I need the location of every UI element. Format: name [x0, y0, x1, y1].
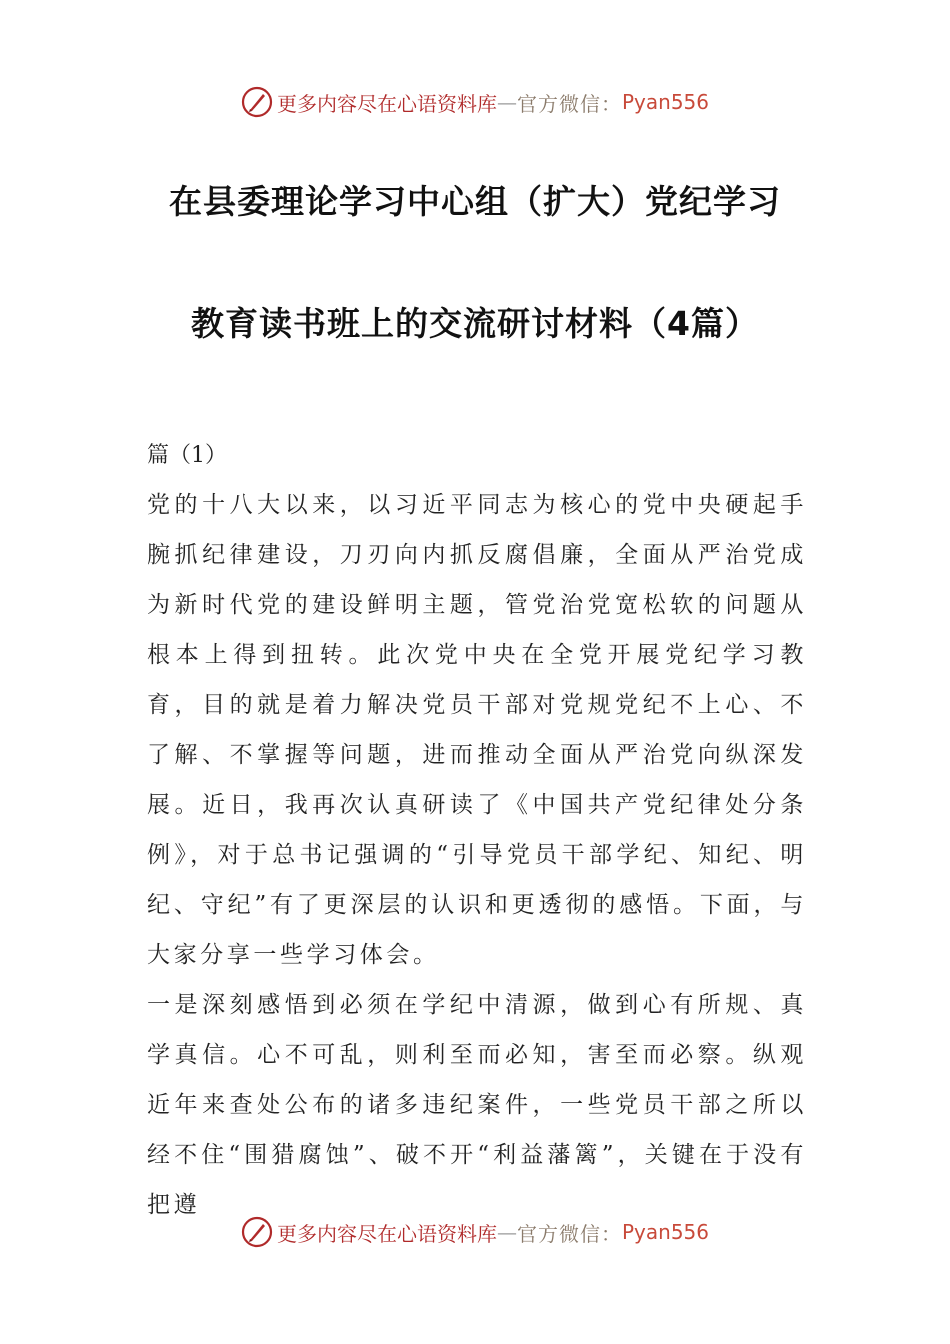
banner-site-text: 更多内容尽在心语资料库 [276, 1221, 497, 1246]
body-paragraph-1: 党的十八大以来，以习近平同志为核心的党中央硬起手腕抓纪律建设，刀刃向内抓反腐倡廉，全面从严治党成为新时代党的建设鲜明主题，管党治党宽松软的问题从根本上得到扭转。此次党中央在全党开展党纪学习教育，目的就是着力解决党员干部对党规党纪不上心、不了解、不掌握等问题，进而推动全面从严治党向纵深发展。近日，我再次认真研读了《中国共产党纪律处分条例》，对于总书记强调的“引导党员干部学纪、知纪、明纪、守纪”有了更深层的认识和更透彻的感悟。下面，与大家分享一些学习体会。 [147, 492, 807, 968]
banner-wechat-id: Pyan556 [621, 1220, 709, 1244]
section-label: 篇（1） [147, 443, 227, 468]
banner-site-text: 更多内容尽在心语资料库 [276, 91, 497, 116]
quill-logo-icon [241, 86, 273, 118]
banner-dash: — [496, 90, 517, 114]
banner-wechat-id: Pyan556 [621, 90, 709, 114]
banner-wechat-label: 官方微信： [516, 91, 622, 116]
banner-wechat-label: 官方微信： [516, 1221, 622, 1246]
document-title-line2: 教育读书班上的交流研讨材料（4篇） [191, 304, 759, 343]
footer-banner [0, 1212, 950, 1252]
banner-dash: — [496, 1220, 517, 1244]
quill-logo-icon [241, 1216, 273, 1248]
header-banner [0, 82, 950, 122]
document-title-line1: 在县委理论学习中心组（扩大）党纪学习 [169, 182, 781, 221]
body-paragraph-2: 一是深刻感悟到必须在学纪中清源，做到心有所规、真学真信。心不可乱，则利至而必知，害至而必察。纵观近年来查处公布的诸多违纪案件，一些党员干部之所以经不住“围猎腐蚀”、破不开“利益藩篱”，关键在于没有把遵 [147, 992, 807, 1218]
